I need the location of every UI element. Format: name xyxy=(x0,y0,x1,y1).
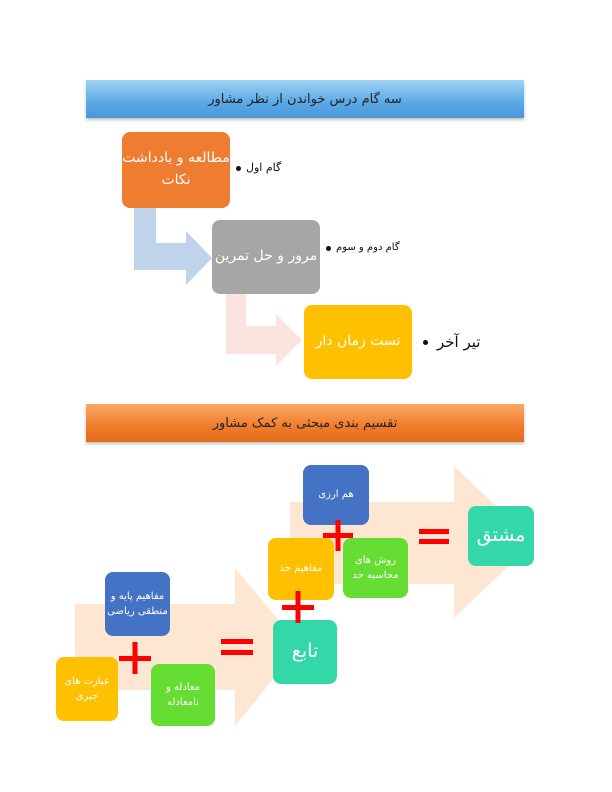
plus-sign-middle xyxy=(282,591,314,623)
equals-sign-lower xyxy=(221,639,253,655)
section1-title: سه گام درس خواندن از نظر مشاور xyxy=(208,91,402,107)
upper-item-mafahim-had-text: مفاهیم حد xyxy=(279,563,323,575)
lower-item-mafahim-paye-text: مفاهیم پایه و منطقی ریاضی xyxy=(107,590,168,617)
step3-label: تیر آخر xyxy=(437,333,481,351)
step2-box-text: مرور و حل تمرین xyxy=(214,248,318,265)
plus-sign-lower xyxy=(119,642,151,674)
step1-label: گام اول xyxy=(246,161,282,174)
upper-item-ravesh-text: روش های محاسبه حد xyxy=(352,554,399,581)
lower-item-ebarat-text: عبارت های جبری xyxy=(64,675,110,702)
lower-result-tabe-text: تابع xyxy=(291,640,319,663)
upper-result-moshtagh-text: مشتق xyxy=(476,524,526,547)
lower-item-moadele-text: معادله و نامعادله xyxy=(165,681,201,708)
step1-box-text: مطالعه و یادداشت نکات xyxy=(122,150,230,188)
equals-sign-upper xyxy=(419,529,449,544)
step3-box-text: تست زمان دار xyxy=(315,333,401,350)
step2-label: گام دوم و سوم xyxy=(336,242,400,253)
section2-title: تقسیم بندی مبحثی به کمک مشاور xyxy=(212,415,398,431)
upper-item-hamarzi-text: هم ارزی xyxy=(318,489,354,501)
plus-sign-upper xyxy=(323,520,353,551)
